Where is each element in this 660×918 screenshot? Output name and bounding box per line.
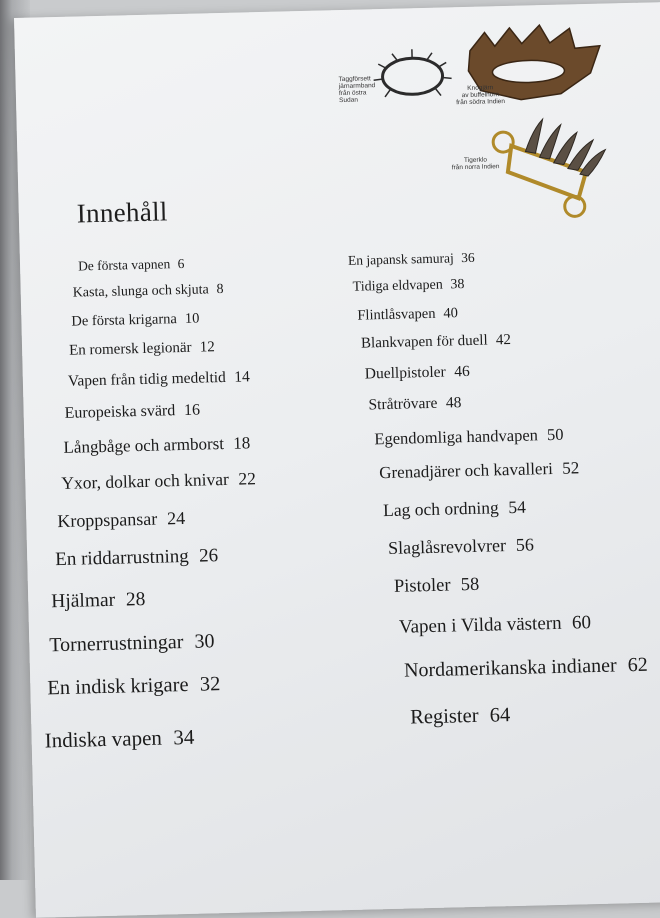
toc-entry-right [357,305,458,324]
toc-entry-label: Stråtrövare [368,395,437,414]
caption-line: från östra [339,89,376,97]
toc-entry-page-number: 12 [200,339,215,355]
toc-entry-right [374,425,564,450]
toc-entry-page-number: 30 [194,630,215,652]
toc-entry-right [394,575,480,598]
toc-entry-left [71,311,199,331]
toc-entry-label: Kroppspansar [57,509,157,531]
toc-entry-page-number: 42 [496,332,511,348]
toc-entry-page-number: 56 [516,534,534,554]
toc-entry-left [63,433,250,458]
toc-entry-right [361,332,511,353]
toc-entry-label: Flintlåsvapen [357,306,436,324]
toc-entry-left [44,725,194,754]
toc-entry-page-number: 38 [450,277,464,292]
toc-entry-page-number: 40 [443,305,458,321]
toc-entry-left [69,339,215,360]
toc-entry-label: Indiska vapen [44,726,162,753]
toc-entry-left [57,508,185,532]
toc-entry-right [352,277,464,296]
toc-entry-page-number: 14 [234,368,250,385]
thorn-bracelet-caption [339,75,376,104]
thorn-bracelet-illustration [370,45,455,107]
toc-entry-page-number: 24 [167,508,185,528]
toc-entry-page-number: 60 [572,612,592,633]
toc-entry-label: Blankvapen för duell [361,333,488,352]
toc-entry-label: Grenadjärer och kavalleri [379,459,553,482]
caption-line: Sudan [339,96,376,104]
toc-entry-label: Yxor, dolkar och knivar [61,469,229,493]
toc-entry-label: En riddarrustning [55,546,189,570]
toc-entry-right [348,250,475,269]
toc-entry-page-number: 26 [199,545,219,566]
toc-entry-label: Tidiga eldvapen [352,278,442,295]
toc-entry-label: Vapen i Vilda västern [399,613,562,638]
toc-entry-page-number: 58 [460,575,479,595]
toc-entry-page-number: 50 [547,425,564,444]
toc-entry-right [399,612,592,639]
toc-entry-page-number: 22 [238,468,256,488]
toc-entry-page-number: 34 [173,725,195,750]
toc-entry-right [365,363,470,384]
caption-line: Knogjärn [456,84,505,92]
toc-entry-label: En indisk krigare [47,674,189,699]
toc-entry-left [68,368,250,390]
toc-entry-right [379,458,579,483]
toc-entry-page-number: 46 [454,363,470,380]
toc-entry-label: De första vapnen [78,256,171,273]
toc-entry-right [410,704,511,729]
toc-entry-label: Pistoler [394,576,451,597]
knuckle-duster-caption [456,84,505,106]
toc-entry-page-number: 18 [233,433,250,452]
toc-entry-page-number: 36 [461,250,475,265]
toc-entry-page-number: 6 [178,256,185,271]
caption-line: järnarmband [339,82,376,90]
toc-entry-page-number: 64 [490,704,511,726]
toc-entry-right [404,654,648,683]
toc-entry-right [388,534,534,559]
toc-entry-label: Egendomliga handvapen [374,425,538,448]
toc-entry-label: Tornerrustningar [49,631,184,656]
toc-entry-left [51,589,146,613]
toc-entry-left [49,630,215,657]
book-page [14,1,660,918]
caption-line: från södra Indien [456,98,505,106]
toc-entry-page-number: 8 [216,282,223,297]
toc-entry-page-number: 54 [508,497,526,517]
toc-entry-label: Register [410,705,479,729]
toc-entry-label: Hjälmar [51,590,115,613]
tiger-claw-illustration [484,109,612,222]
caption-line: Taggförsett [339,75,376,83]
caption-line: från norra Indien [452,163,500,171]
toc-entry-label: De första krigarna [71,311,177,330]
toc-entry-label: Vapen från tidig medeltid [68,369,226,390]
toc-entry-page-number: 52 [562,458,579,477]
toc-entry-page-number: 28 [126,589,146,610]
toc-entry-right [383,497,526,521]
toc-entry-page-number: 48 [446,394,462,411]
toc-entry-page-number: 62 [627,654,648,676]
toc-entry-label: Kasta, slunga och skjuta [73,282,209,300]
tiger-claw-caption [452,156,500,171]
toc-entry-right [368,394,461,414]
toc-entry-label: Lag och ordning [383,497,499,520]
toc-entry-left [55,545,218,571]
toc-entry-page-number: 10 [185,311,200,327]
toc-entry-label: En japansk samuraj [348,250,454,268]
toc-entry-left [78,256,185,275]
toc-entry-label: Duellpistoler [365,364,446,383]
toc-entry-left [73,282,224,302]
toc-entry-label: Europeiska svärd [64,402,175,422]
toc-entry-label: Slaglåsrevolvrer [388,535,506,558]
toc-entry-label: En romersk legionär [69,340,192,359]
toc-entry-left [64,402,200,423]
toc-entry-page-number: 16 [184,402,200,419]
toc-entry-page-number: 32 [200,673,221,695]
page-title: Innehåll [76,196,168,229]
toc-entry-left [47,673,220,700]
toc-entry-label: Nordamerikanska indianer [404,654,617,681]
caption-line: av buffelhorn [456,91,505,99]
toc-entry-left [61,468,256,494]
caption-line: Tigerklo [452,156,500,164]
toc-entry-label: Långbåge och armborst [63,434,224,457]
